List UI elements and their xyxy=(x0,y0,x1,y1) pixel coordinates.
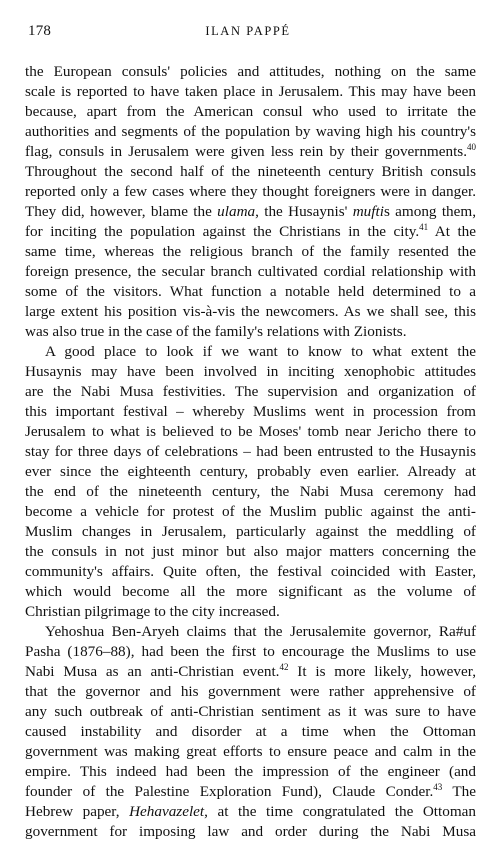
page-number: 178 xyxy=(28,23,52,39)
text-line-16: Husaynis may have been involved in inciting xenophobic attitudes xyxy=(25,363,476,380)
footnote-ref-40: 40 xyxy=(467,142,476,152)
footnote-ref-41: 41 xyxy=(419,222,429,232)
text-line-35: government was making great efforts to ensure peace and calm in the xyxy=(25,743,476,760)
text-line-3: because, apart from the American consul who used to irritate the xyxy=(25,103,476,120)
text-line-33: any such outbreak of anti-Christian sentiment as it was sure to have xyxy=(25,703,476,720)
body-text xyxy=(25,62,476,842)
running-head xyxy=(28,23,468,43)
running-title: ILAN PAPPÉ xyxy=(205,24,291,38)
text-line-27: which would become all the more significant as the volume of xyxy=(25,583,476,600)
text-line-5: flag, consuls in Jerusalem were given less rein by their governments.$^{40}$ xyxy=(25,142,476,160)
text-line-31: Nabi Musa as an anti-Christian event.$^{42}$ It is more likely, however, xyxy=(25,662,476,680)
text-line-2: scale is reported to have taken place in Jerusalem. This may have been xyxy=(25,83,476,100)
text-line-30: Pasha (1876–88), had been the first to encourage the Muslims to use xyxy=(25,643,476,660)
text-line-6: Throughout the second half of the nineteenth century British consuls xyxy=(25,163,476,180)
text-line-39: government for imposing law and order during the Nabi Musa xyxy=(25,823,476,840)
text-line-26: community's affairs. Quite often, the festival coincided with Easter, xyxy=(25,563,476,580)
text-line-37: founder of the Palestine Exploration Fund), Claude Conder.$^{43}$ The xyxy=(25,782,476,800)
text-line-15: A good place to look if we want to know to what extent the xyxy=(45,343,476,360)
text-line-17: are the Nabi Musa festivities. The supervision and organization of xyxy=(25,383,476,400)
text-line-21: ever since the eighteenth century, probably even earlier. Already at xyxy=(25,463,476,480)
text-line-23: become a vehicle for protest of the Muslim public against the anti- xyxy=(25,503,476,520)
footnote-ref-42: 42 xyxy=(279,662,289,672)
text-line-4: authorities and segments of the population by waving high his country's xyxy=(25,123,476,140)
text-line-36: empire. This indeed had been the impression of the engineer (and xyxy=(25,763,476,780)
text-line-12: some of the visitors. What function a notable held determined to a xyxy=(25,283,476,300)
text-line-25: the consuls in not just minor but also major matters concerning the xyxy=(25,543,476,560)
footnote-ref-43: 43 xyxy=(433,782,443,792)
text-line-29: Yehoshua Ben-Aryeh claims that the Jerusalemite governor, Ra#uf xyxy=(45,623,476,640)
text-line-1: the European consuls' policies and attitudes, nothing on the same xyxy=(25,63,476,80)
text-line-8: They did, however, blame the ulama, the Husaynis' muftis among them, xyxy=(25,203,476,220)
text-line-22: the end of the nineteenth century, the Nabi Musa ceremony had xyxy=(25,483,476,500)
text-line-13: large extent his position vis-à-vis the newcomers. As we shall see, this xyxy=(25,303,476,320)
text-line-24: Muslim changes in Jerusalem, particularly against the meddling of xyxy=(25,523,476,540)
text-line-34: caused instability and disorder at a time when the Ottoman xyxy=(25,723,476,740)
text-line-11: foreign presence, the secular branch cultivated cordial relationship with xyxy=(25,263,476,280)
text-line-10: same time, whereas the religious branch of the family resented the xyxy=(25,243,476,260)
text-line-38: Hebrew paper, Hehavazelet, at the time congratulated the Ottoman xyxy=(25,803,476,820)
text-line-7: reported only a few cases where they thought foreigners were in danger. xyxy=(25,183,476,200)
text-line-18: this important festival – whereby Muslims went in procession from xyxy=(25,403,476,420)
text-line-28: Christian pilgrimage to the city increased. xyxy=(25,603,280,620)
text-line-19: Jerusalem to what is believed to be Moses' tomb near Jericho there to xyxy=(25,423,476,440)
text-line-32: that the governor and his government were rather apprehensive of xyxy=(25,683,476,700)
text-line-9: for inciting the population against the Christians in the city.$^{41}$ At the xyxy=(25,222,476,240)
text-line-14: was also true in the case of the family's relations with Zionists. xyxy=(25,323,407,340)
text-line-20: stay for three days of celebrations – had been entrusted to the Husaynis xyxy=(25,443,476,460)
